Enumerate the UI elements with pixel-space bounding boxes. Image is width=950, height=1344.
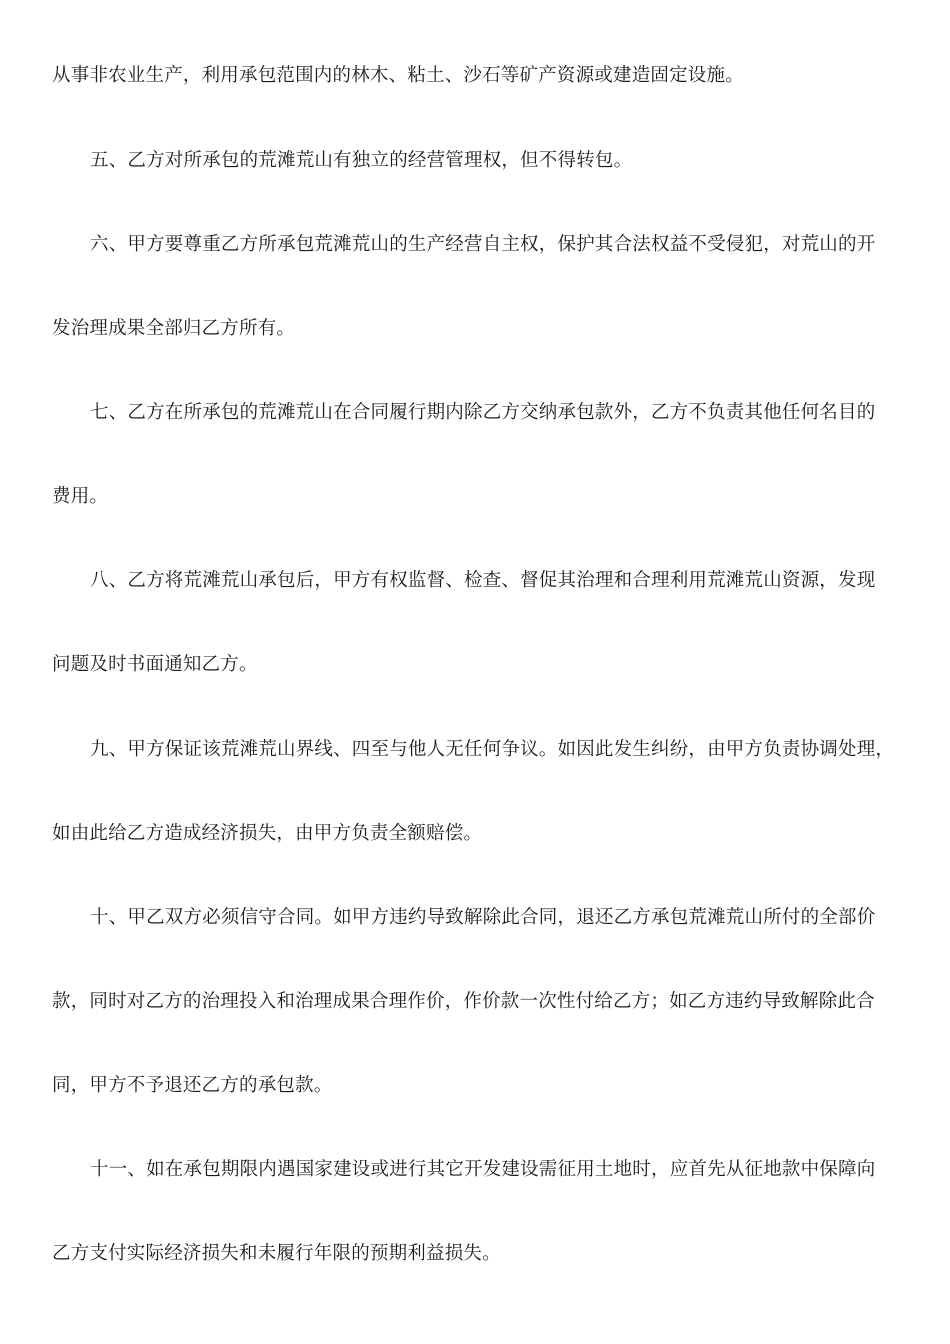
clause-8-line-1: 八、乙方将荒滩荒山承包后，甲方有权监督、检查、督促其治理和合理利用荒滩荒山资源，发现 (90, 570, 876, 591)
clause-11-line-2: 乙方支付实际经济损失和未履行年限的预期利益损失。 (52, 1243, 501, 1264)
text-line: 从事非农业生产，利用承包范围内的林木、粘土、沙石等矿产资源或建造固定设施。 (52, 65, 744, 86)
clause-6-line-1: 六、甲方要尊重乙方所承包荒滩荒山的生产经营自主权，保护其合法权益不受侵犯，对荒山的开 (90, 234, 876, 255)
clause-10-line-1: 十、甲乙双方必须信守合同。如甲方违约导致解除此合同，退还乙方承包荒滩荒山所付的全部价 (90, 907, 876, 928)
clause-11-line-1: 十一、如在承包期限内遇国家建设或进行其它开发建设需征用土地时，应首先从征地款中保障向 (90, 1159, 876, 1180)
clause-9-line-2: 如由此给乙方造成经济损失，由甲方负责全额赔偿。 (52, 823, 483, 844)
clause-10-line-3: 同，甲方不予退还乙方的承包款。 (52, 1075, 333, 1096)
clause-8-line-2: 问题及时书面通知乙方。 (52, 654, 258, 675)
clause-9-line-1: 九、甲方保证该荒滩荒山界线、四至与他人无任何争议。如因此发生纠纷，由甲方负责协调处理， (90, 739, 895, 760)
clause-10-line-2: 款，同时对乙方的治理投入和治理成果合理作价，作价款一次性付给乙方；如乙方违约导致解除此合 (52, 991, 875, 1012)
clause-5-line-1: 五、乙方对所承包的荒滩荒山有独立的经营管理权，但不得转包。 (90, 150, 633, 171)
clause-7-line-1: 七、乙方在所承包的荒滩荒山在合同履行期内除乙方交纳承包款外，乙方不负责其他任何名目的 (90, 402, 876, 423)
clause-7-line-2: 费用。 (52, 486, 109, 507)
clause-6-line-2: 发治理成果全部归乙方所有。 (52, 318, 296, 339)
